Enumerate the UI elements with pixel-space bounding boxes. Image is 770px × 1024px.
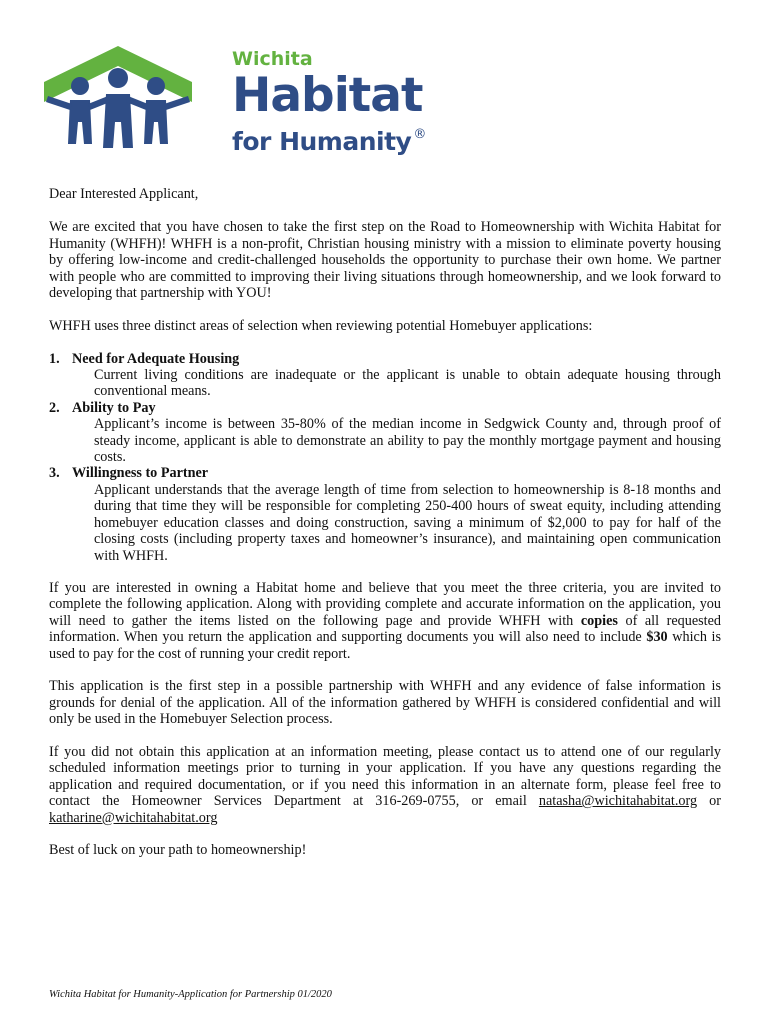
letter-body xyxy=(49,186,721,875)
criteria-title xyxy=(49,465,721,481)
logo-for-humanity-label: for Humanity xyxy=(232,127,412,156)
criteria-title xyxy=(49,351,721,367)
criteria-item xyxy=(49,351,721,400)
logo-for-humanity-text xyxy=(232,127,426,156)
criteria-description: Applicant’s income is between 35-80% of the median income in Sedgwick County and, through proof of steady income, applicant is able to demonstrate an ability to pay the monthly mortgage payment and housing costs. xyxy=(94,416,721,466)
criteria-description: Applicant understands that the average length of time from selection to homeownership is 8-18 months and during that time they will be responsible for completing 250-400 hours of sweat equity, including attending homebuyer education classes and doing construction, saving a minimum of $2,000 to pay for half of the closing costs (including property taxes and homeowner’s insurance), and maintaining open communication with WHFH. xyxy=(94,481,721,564)
house-people-logo-icon xyxy=(42,44,192,166)
criteria-title-text: Ability to Pay xyxy=(72,399,156,416)
criteria-intro: WHFH uses three distinct areas of selection when reviewing potential Homebuyer applications: xyxy=(49,317,593,334)
confidentiality-paragraph: This application is the first step in a possible partnership with WHFH and any evidence of false information is grounds for denial of the application. All of the information gathered by WHFH is considered confidential and will only be used in the Homebuyer Selection process. xyxy=(49,678,721,728)
email-link-natasha[interactable]: natasha@wichitahabitat.org xyxy=(538,793,698,810)
criteria-title-text: Willingness to Partner xyxy=(72,465,209,482)
fee-amount: $30 xyxy=(646,629,668,646)
habitat-logo xyxy=(42,44,426,166)
application-instructions-paragraph xyxy=(49,580,721,662)
registered-mark: ® xyxy=(413,127,426,142)
copies-emphasis: copies xyxy=(580,612,618,629)
page-footer: Wichita Habitat for Humanity-Application for Partnership 01/2020 xyxy=(49,989,332,1000)
criteria-item xyxy=(49,465,721,563)
closing-line: Best of luck on your path to homeownership! xyxy=(49,842,307,859)
criteria-item xyxy=(49,400,721,466)
logo-wichita-text: Wichita xyxy=(232,48,313,70)
email-link-katharine[interactable]: katharine@wichitahabitat.org xyxy=(49,809,218,826)
logo-habitat-text: Habitat xyxy=(232,68,423,123)
instructions-text-c: which is used to pay for the cost of running your credit report. xyxy=(49,629,721,662)
intro-paragraph: We are excited that you have chosen to take the first step on the Road to Homeownership with Wichita Habitat for Humanity (WHFH)! WHFH is a non-profit, Christian housing ministry with a mission to eliminate poverty housing by offering low-income and credit-challenged households the opportunity to purchase their own home. We partner with people who are committed to improving their living situations through homeownership, and we look forward to developing that partnership with YOU! xyxy=(49,219,721,302)
instructions-text-a: If you are interested in owning a Habitat home and believe that you meet the three criteria, you are invited to complete the following application. Along with providing complete and accurate information on the application, you will need to gather the items listed on the following page and provide WHFH with xyxy=(49,579,721,629)
contact-or: or xyxy=(697,793,721,810)
greeting: Dear Interested Applicant, xyxy=(49,186,199,202)
criteria-number: 2. xyxy=(49,399,60,416)
contact-paragraph xyxy=(49,744,721,826)
selection-criteria-list xyxy=(49,351,721,564)
criteria-title xyxy=(49,400,721,416)
criteria-number: 3. xyxy=(49,465,60,482)
instructions-text-b: of all requested information. When you return the application and supporting documents you will also need to include xyxy=(49,612,721,646)
contact-text: If you did not obtain this application at an information meeting, please contact us to attend one of our regularly scheduled information meetings prior to turning in your application. If you have any questions regarding the application and required documentation, or if you need this information in an alternate form, please feel free to contact the Homeowner Services Department at 316-269-0755, or email xyxy=(49,743,721,810)
criteria-description: Current living conditions are inadequate or the applicant is unable to obtain adequate housing through conventional means. xyxy=(94,367,721,400)
criteria-title-text: Need for Adequate Housing xyxy=(72,350,240,367)
criteria-number: 1. xyxy=(49,350,60,367)
